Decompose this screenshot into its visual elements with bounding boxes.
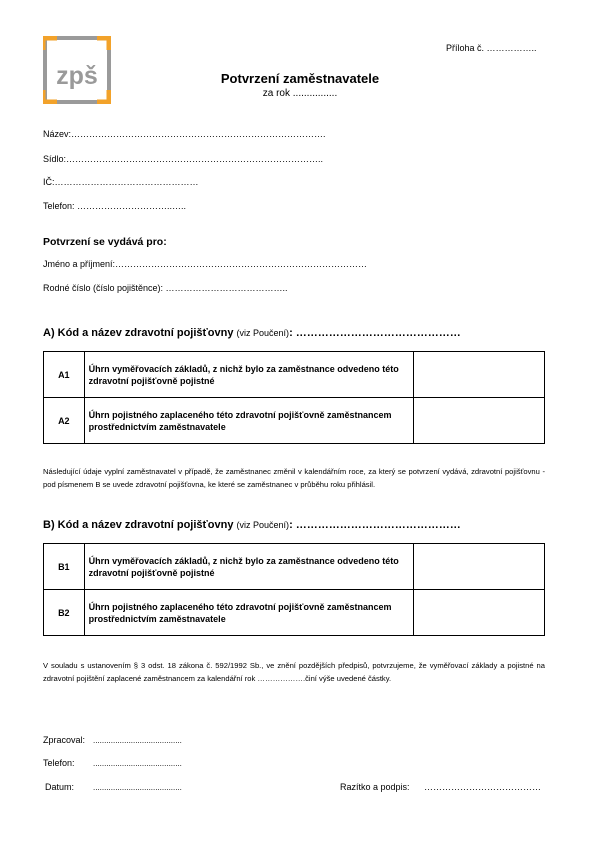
section-a-dots[interactable]: : ……………………………………… xyxy=(289,327,461,339)
employer-phone-field[interactable]: Telefon: …………………………..….. xyxy=(43,201,187,211)
footer-phone-label: Telefon: xyxy=(43,758,75,768)
section-b-note: (viz Poučení) xyxy=(236,520,290,530)
footer-phone-field[interactable]: ........................................ xyxy=(93,759,182,768)
employer-name-field[interactable]: Název:…………………………………………………………………………. xyxy=(43,129,326,139)
row-value-cell[interactable] xyxy=(413,590,544,636)
legal-confirmation-text: V souladu s ustanovením § 3 odst. 18 zákona č. 592/1992 Sb., ve znění pozdějších předpisů, potvrzujeme, že vyměřovací základy a pojistné na zdravotní pojištění zaplacené zaměstnancem za kalendářní rok ……………….činí výše uvedené částky. xyxy=(43,661,545,683)
row-description: Úhrn pojistného zaplaceného této zdravotní pojišťovně zaměstnancem prostřednictvím zaměstnavatele xyxy=(84,590,413,636)
row-description: Úhrn vyměřovacích základů, z nichž bylo za zaměstnance odvedeno této zdravotní pojišťovně pojistné xyxy=(84,352,413,398)
table-row xyxy=(44,398,545,444)
section-a-note: (viz Poučení) xyxy=(236,328,290,338)
table-row xyxy=(44,544,545,590)
section-a-heading xyxy=(43,327,461,339)
row-code: A1 xyxy=(44,352,85,398)
attachment-number: Příloha č. …………….. xyxy=(446,43,537,53)
row-code: B1 xyxy=(44,544,85,590)
processed-by-field[interactable]: ........................................ xyxy=(93,736,182,745)
stamp-signature-field[interactable]: ………………………………… xyxy=(424,782,541,792)
logo-text: zpš xyxy=(56,62,98,90)
date-label: Datum: xyxy=(45,782,75,792)
birth-number-field[interactable]: Rodné číslo (číslo pojištěnce): ………………………………….. xyxy=(43,283,288,293)
employee-name-field[interactable]: Jméno a příjmení:………………………………………………………………………… xyxy=(43,259,368,269)
table-row xyxy=(44,590,545,636)
stamp-signature-label: Razítko a podpis: xyxy=(340,782,410,792)
row-value-cell[interactable] xyxy=(413,544,544,590)
section-b-dots[interactable]: : ……………………………………… xyxy=(289,519,461,531)
page-subtitle-year: za rok ................ xyxy=(262,88,338,99)
row-value-cell[interactable] xyxy=(413,398,544,444)
row-code: A2 xyxy=(44,398,85,444)
date-field[interactable]: ........................................ xyxy=(93,783,182,792)
health-insurer-change-note: Následující údaje vyplní zaměstnavatel v případě, že zaměstnanec změnil v kalendářním roce, za který se potvrzení vydává, zdravotní pojišťovnu - pod písmenem B se uvede zdravotní pojišťovna, ke které se zaměstnanec v průběhu roku přihlásil. xyxy=(43,467,545,489)
row-code: B2 xyxy=(44,590,85,636)
employer-seat-field[interactable]: Sídlo:………………………………………………………………………….. xyxy=(43,154,324,164)
section-b-title: B) Kód a název zdravotní pojišťovny xyxy=(43,519,234,531)
section-a-title: A) Kód a název zdravotní pojišťovny xyxy=(43,327,234,339)
row-description: Úhrn vyměřovacích základů, z nichž bylo za zaměstnance odvedeno této zdravotní pojišťovně pojistné xyxy=(84,544,413,590)
row-value-cell[interactable] xyxy=(413,352,544,398)
page-title: Potvrzení zaměstnavatele xyxy=(220,71,380,86)
section-b-table xyxy=(43,543,545,636)
employer-ic-field[interactable]: IČ:………………………………………… xyxy=(43,177,199,187)
issued-for-heading: Potvrzení se vydává pro: xyxy=(43,236,167,248)
section-b-heading xyxy=(43,519,461,531)
row-description: Úhrn pojistného zaplaceného této zdravotní pojišťovně zaměstnancem prostřednictvím zaměstnavatele xyxy=(84,398,413,444)
processed-by-label: Zpracoval: xyxy=(43,735,86,745)
table-row xyxy=(44,352,545,398)
section-a-table xyxy=(43,351,545,444)
